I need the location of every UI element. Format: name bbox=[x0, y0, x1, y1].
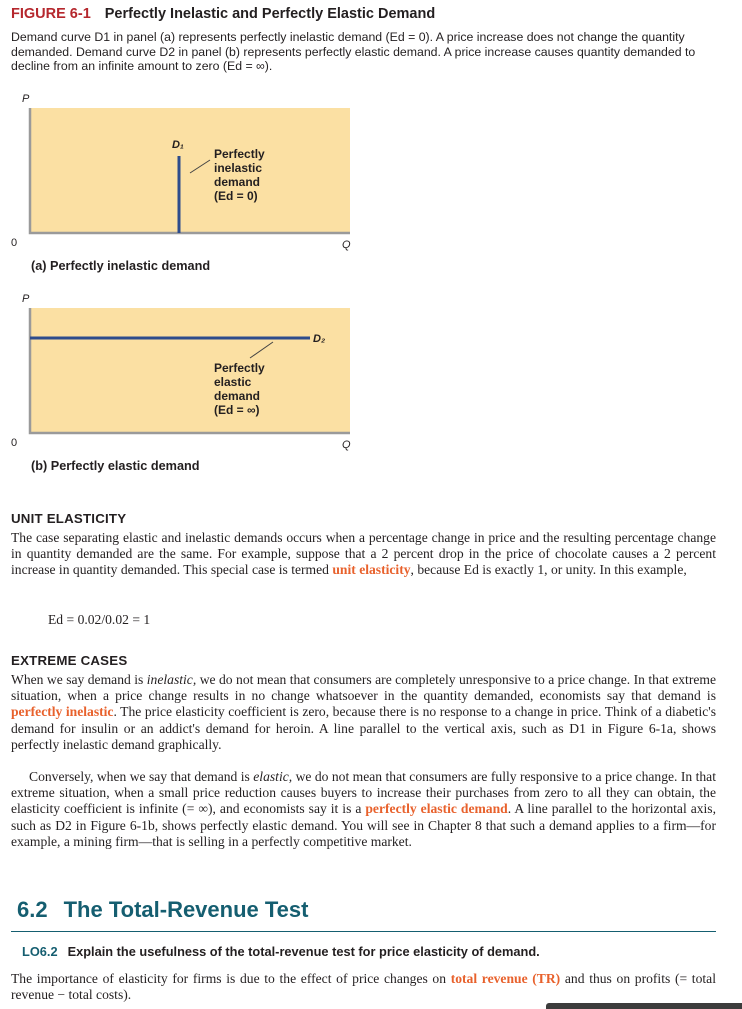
section-heading bbox=[17, 897, 308, 923]
section-divider bbox=[11, 931, 716, 932]
panel-b-curve-label: D₂ bbox=[313, 333, 326, 345]
panel-a-q-label: Q bbox=[342, 239, 351, 251]
learning-objective-text: Explain the usefulness of the total-revenue test for price elasticity of demand. bbox=[67, 944, 540, 959]
panel-a-graph bbox=[0, 90, 360, 255]
panel-a-annotation-line-1: Perfectly bbox=[214, 147, 265, 161]
section-number: 6.2 bbox=[17, 897, 48, 922]
panel-b-annotation-line-4: (Ed = ∞) bbox=[214, 403, 260, 417]
panel-b-p-label: P bbox=[22, 293, 30, 305]
panel-b-q-label: Q bbox=[342, 439, 351, 451]
extreme-cases-paragraph-1: When we say demand is inelastic, we do not mean that consumers are completely unresponsive to a price change. In that extreme situation, when a price change results in no change whatsoever in the quantity demanded, economists say that demand is perfectly inelastic. The price elasticity coefficient is zero, because there is no response to a change in price. Think of a diabetic's demand for insulin or an addict's demand for heroin. A line parallel to the vertical axis, such as D1 in Figure 6-1a, shows perfectly inelastic demand graphically. bbox=[11, 672, 717, 752]
panel-b-annotation-line-1: Perfectly bbox=[214, 361, 265, 375]
key-term-perfectly-elastic-demand: perfectly elastic demand bbox=[365, 801, 508, 817]
learning-objective-code: LO6.2 bbox=[22, 944, 58, 959]
panel-a-curve-label: D₁ bbox=[172, 139, 184, 151]
extreme-cases-heading: EXTREME CASES bbox=[11, 653, 128, 668]
figure-title-text: Perfectly Inelastic and Perfectly Elastic Demand bbox=[104, 6, 436, 22]
figure-title bbox=[11, 6, 435, 22]
panel-b-caption: (b) Perfectly elastic demand bbox=[31, 459, 200, 473]
figure-caption: Demand curve D1 in panel (a) represents perfectly inelastic demand (Ed = 0). A price increase does not change the quantity demanded. Demand curve D2 in panel (b) represents perfectly elastic demand. A price increase causes quantity demanded to decline from an infinite amount to zero (Ed = ∞). bbox=[11, 30, 696, 73]
panel-a-annotation-line-3: demand bbox=[214, 175, 261, 189]
extreme-cases-paragraph-2: Conversely, when we say that demand is elastic, we do not mean that consumers are fully responsive to a price change. In that extreme situation, when a small price reduction causes buyers to increase their purchases from zero to all they can obtain, the elasticity coefficient is infinite (= ∞), and economists say it is a perfectly elastic demand. A line parallel to the horizontal axis, such as D2 in Figure 6-1b, shows perfectly elastic demand. You will see in Chapter 8 that such a demand applies to a firm—for example, a mining firm—that is selling in a perfectly competitive market. bbox=[11, 769, 716, 849]
panel-a-annotation-line-4: (Ed = 0) bbox=[214, 189, 258, 203]
section-title: The Total-Revenue Test bbox=[63, 897, 309, 922]
key-term-perfectly-inelastic: perfectly inelastic bbox=[11, 704, 114, 720]
panel-b-graph bbox=[0, 290, 360, 455]
panel-a-caption: (a) Perfectly inelastic demand bbox=[31, 259, 211, 273]
panel-b-background bbox=[30, 308, 350, 433]
panel-a-background bbox=[30, 108, 350, 233]
learning-objective bbox=[22, 944, 540, 959]
unit-elasticity-heading: UNIT ELASTICITY bbox=[11, 511, 127, 526]
panel-a-annotation-line-2: inelastic bbox=[214, 161, 263, 175]
panel-a-origin-label: 0 bbox=[11, 237, 18, 249]
figure-number: FIGURE 6-1 bbox=[11, 6, 91, 22]
unit-elasticity-paragraph: The case separating elastic and inelastic demands occurs when a percentage change in price and the resulting percentage change in quantity demanded are the same. For example, suppose that a 2 percent drop in the price of chocolate causes a 2 percent increase in quantity demanded. This special case is termed unit elasticity, because Ed is exactly 1, or unity. In this example, bbox=[11, 530, 716, 578]
total-revenue-paragraph: The importance of elasticity for firms is due to the effect of price changes on total revenue (TR) and thus on profits (= total revenue − total costs). bbox=[11, 971, 716, 1003]
key-term-unit-elasticity: unit elasticity bbox=[332, 562, 411, 578]
key-term-total-revenue: total revenue (TR) bbox=[450, 971, 561, 986]
unit-elasticity-equation: Ed = 0.02/0.02 = 1 bbox=[48, 612, 151, 627]
scrollbar-thumb[interactable] bbox=[546, 1003, 742, 1009]
panel-a-p-label: P bbox=[22, 93, 30, 105]
panel-b-annotation-line-2: elastic bbox=[214, 375, 252, 389]
panel-b-annotation-line-3: demand bbox=[214, 389, 261, 403]
panel-b-origin-label: 0 bbox=[11, 437, 18, 449]
